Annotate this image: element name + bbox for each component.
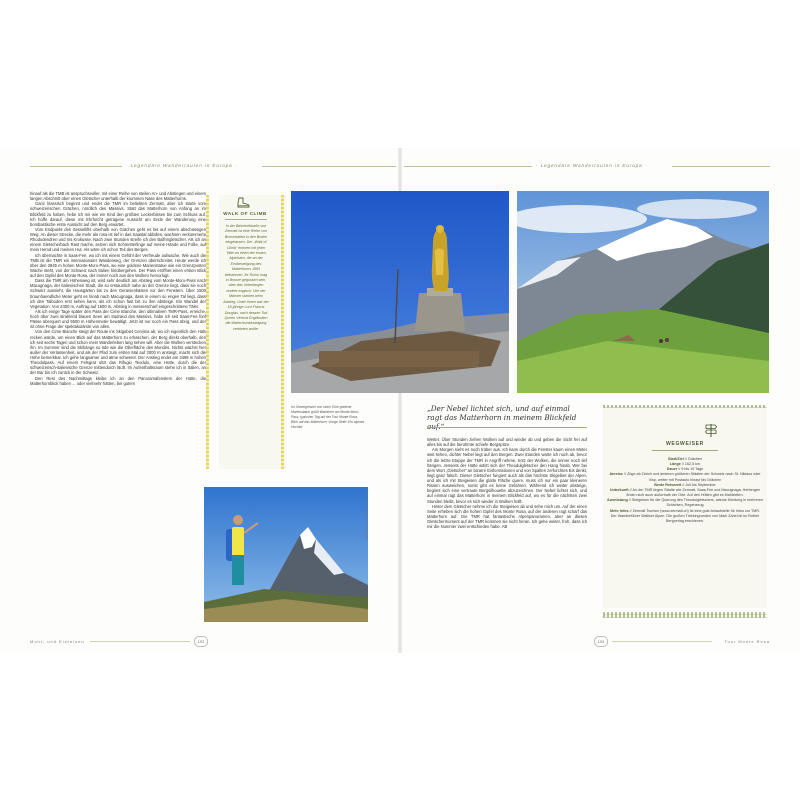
running-head-rule-right (404, 166, 532, 167)
info-item-value: // 9 bis 10 Tage (678, 467, 704, 472)
info-item (607, 509, 763, 524)
footer-section-label-right: Tour Monte Rosa (724, 639, 770, 644)
info-item-value: // An der TMR liegen Städte wie Zermatt, Saas-Fee und Macugnaga, Herbergen finden sich auch außerhalb der Orte. Auf den Hütten gibt es Mahlzeiten. (626, 487, 761, 498)
info-item-value: // 162,5 km (681, 462, 701, 467)
photo-caption: Im Uhrzeigersinn von oben: Eine goldene Marienstatue grüßt Wanderer am Monte-Moro-Pass; typischer Tag auf der Tour Monte Rosa; Blick auf das Matterhorn; Vorige Seite: Ein alpines Hochtal (291, 405, 365, 429)
page-number-left: 192 (194, 636, 208, 647)
info-item-label: Anreise (609, 472, 623, 477)
paragraph: Den Rest des Nachmittags kleibe ich an den Panoramafenstern der Hütte, die Matterhornblick haben ... oder vielmehr hätten, bei gutem (30, 375, 206, 386)
info-item-label: Dauer (666, 467, 678, 472)
info-item-value: // Grächen (684, 457, 703, 461)
paragraph: Vom Endpunkt des Sessellifts oberhalb von Grächen geht es bis auf einem abschüssigen Weg. An dieser Strecke, die mehr als rosa ist tief in das Saastal abfallen, wachsen verkümmerte Rhododendren und Iris Krokusse. Nach zwei Stunden streife ich den Balfringletscher. Als ich an einem Gletscherbach Rast mache, setzen sich Schmetterlinge auf meine Hände und Füße, auf mein Hemd und meinen Hut. Als wäre ich schon Teil des Berges. (30, 226, 206, 253)
signpost-icon (705, 423, 717, 437)
info-item-label: Ausrüstung (607, 498, 628, 503)
paragraph: Wetter. Über Stunden ziehen Wolken auf und wieder ab und geben die Sicht frei auf alles bis auf die berühmte schiefe Bergspitze. (427, 437, 587, 448)
info-box-title: WEGWEISER (666, 441, 704, 447)
paragraph: Hinter dem Gletscher nehme ich die Steigeisen ab und sehe mich um. Auf der einen Seite erheben sich die hohen Gipfel des Monte Rosa, auf der anderen ragt scharf das Matterhorn auf. Die TMR hat fantastische Alpenpanoramen, aber an diesen Gletschermoment auf der TMR kommen sie nicht heran. Ich gehe weiter, froh, dass ich mir die Nummer zwei entschieden habe. AB (427, 503, 587, 530)
info-box-rule (652, 450, 718, 451)
paragraph: Als ich einige Tage später den Pass der Cime Bianche, den ultimativen TMR-Pass, erreiche, hoch über zwei strahlend blauen Seen am Südrand des Massivs, habe ich seit Saas-Fee fünf Pässe überquert und 5500 m Höhenmeter bewältigt. Jetzt ist nur noch ein Pass übrig, und der ist ohne Frage der spektakulärste von allen. (30, 308, 206, 330)
info-item-label: Mehr Infos (609, 508, 629, 513)
info-item-label: Unterkunft (609, 487, 629, 492)
info-box-border-bottom (603, 612, 767, 618)
sidebar-border-left (206, 195, 209, 469)
info-item-value: // Zermatt Tourism (www.zermatt.ch) ist eine gute Anlaufstelle für Infos zur TMR. Der Wanderführer Walliser Alpen. Die großen Trekkingrunden von Mark Zahel ist im Rother Bergverlag erschienen. (610, 508, 761, 523)
pull-quote-rule (427, 427, 587, 428)
right-text-column (427, 437, 587, 625)
info-item-value: // Züge ab Zürich und anderen größeren Städten der Schweiz nach St. Niklaus oder Visp, weiter mit Postauto hinauf bis Grächen (624, 472, 761, 482)
sidebar-rule (225, 219, 267, 220)
photo-credit: © Carsten Rose / Shutterstock; Florian Müller (365, 488, 368, 541)
running-head-right: · Legendäre Wanderrouten in Europa · (536, 163, 648, 168)
info-item-label: Länge (669, 462, 681, 467)
info-item-value: // Juli bis September (682, 482, 716, 487)
footer-section-label-left: Mont- und Eisreisen (30, 639, 85, 644)
running-head-left: · Legendäre Wanderrouten in Europa · (126, 163, 238, 168)
paragraph: hinauf als die TMB ist anspruchsvoller, mit einer Reihe von steilen An- und Abstiegen und einem langen Abschnitt über einen Gletscher unterhalb der krummen Nase des Matterhorns. (30, 191, 206, 202)
info-item (607, 472, 763, 482)
paragraph: Ich übernachte in Saas-Fee, wo ich mit einem Gefühl der Verfreude aufwache. Wie auch die TMB ist die TMR ein internationaler Wanderweg, der Grenzen überschreitet. Heute werde ich über den 2845 m hohen Monte-Moro-Pass, wo eine goldene Marienstatue wie ein Grenzposten Wache steht, von der Schweiz nach Italien hinübergehen. Der Pass eröffnet einen ersten Blick auf den Gipfel des Monte Rosa, der immer noch aus den Wolken hervorlugt. (30, 252, 206, 278)
photo-hiker-matterhorn (204, 487, 368, 622)
footer-rule-right (612, 641, 712, 642)
photo-madonna-statue (291, 191, 509, 393)
info-item (607, 498, 763, 508)
running-head-rule-left-2 (262, 166, 396, 167)
sidebar-border-right (281, 195, 284, 469)
paragraph: Am Morgen sieht es noch trüber aus. Ich kann durch die Fenster kaum einen Meter weit sehen, dichter Nebel liegt auf den Bergen. Zwei Stunden warte ich noch ab, bevor ich die letzte Etappe der TMR in Angriff nehme, trotz der Wolken, die immer noch tief hängen. Jenseits der Hütte wälzt sich der Theodulgletscher den Hang hinab. Wer bei dem Wort „Gletscher“ an bizarre Eisformationen und von Spalten zerfurchtes Eis denkt, liegt ganz falsch. Dieser Gletscher fungiert auch als das höchste Skigebiet der Alpen, und als ich mit Steigeisen die glatte Fläche quere, muss ich nur ein paar kleineren Rissen ausweichen, sonst gibt es keine Gefahren. Während ich weiter absteige, beginnt sich eine vertraute Bergsilhouette abzuzeichnen. Der Nebel lichtet sich, und auf einmal ragt das Matterhorn in meinem Blickfeld auf, wo es für die nächsten zwei Stunden bleibt, bevor es sich wieder in Wolken hüllt. (427, 447, 587, 504)
sidebar-text: In der Bahnhofstraße von Zermatt ist eine Reihe von Bronzetafeln in den Boden eingelassen. Der „Walk of Climb“ erinnert mit jeder Tafel an einen der ersten Alpinisten, die an der Erstbesteigung des Matterhorns 1865 teilnahmen. Ihr Ruhm mag in Bronze gegossen sein, aber das Unterfangen endete tragisch: Vier der Männer starben beim Abstieg. Unter ihnen war der 18-jährige Lord Francis Douglas, nach dessen Tod Queen Victoria Engländern die Matterhornbesteigung verbieten wollte. (223, 224, 269, 331)
boot-icon (236, 197, 250, 208)
left-text-column (30, 191, 206, 623)
info-item-label: Beste Reisezeit (654, 482, 682, 487)
info-item (607, 488, 763, 498)
paragraph: Ganz klassisch beginnt und endet die TMR im beliebten Zermatt, aber ich starte vom schweizerischen Grächen, nördlich des Massivs. Statt das Matterhorn von Anfang an im Blickfeld zu haben, hebe ich mir wie ein Kind den größten Leckerbissen bis zum Schluss auf. Ich hoffe darauf, diese mit Ehrfurcht getragene Aussicht am Ende der Wanderung eine bombastische erste Aussicht auf den Berg erwartet. (30, 201, 206, 227)
running-head-rule-right-2 (672, 166, 770, 167)
running-head-rule-left (30, 166, 122, 167)
footer-rule-left (90, 641, 190, 642)
pull-quote: „Der Nebel lichtet sich, und auf einmal ragt das Matterhorn in meinem Blickfeld auf.“ (427, 404, 577, 432)
paragraph: Dass die TMR am Höhenweg ist, wird sehr deutlich am Abstieg vom Monte-Moro-Pass nach Macugnaga, der italienischen Stadt, die so erstaunlich nahe an der Grenze liegt, dass sie noch Schweiz aussieht, die Hausgärten bis zu den Geranienkästen vor den Fenstern. Über 1500 braunhaendliche Meter geht es hinab nach Macugnaga, dass in einem so engen Tal liegt, dass ich den Talboden erst sehen kann, als ich schon fast bis zu ihm absteige. Ein Wandel der Vegetation: Von 2300 m, Auftrag auf 1500 m, Abstieg in messerscharf eingeschnittene Täler. (30, 278, 206, 309)
info-item-label: Start/Ziel (667, 457, 684, 461)
photo-mountain-panorama (517, 191, 769, 393)
paragraph: Von den Cime Bianche steigt der Route ins Skigebiet Cervinia ab, wo ich eigentlich den Hals recken würde, um einen Blick auf das Matterhorn zu erhaschen, der Berg direkt oberhalb, den ich seit sechs Tagen und schon mein Wanderleben lang sehen will. Aber die Wolken verstecken ihn. Im Sommer sind die Skihänge so öde wie die Oberfläche des Mondes. Nichts wächst hier außer der Verlassenheit, und als der Pfad zum ersten Mal auf 3000 m ansteigt, macht sich die Höhe bemerkbar. Ich gehe langsamer und atme schwerer. Der Anstieg endet am 3496 m hohen Theodulpass. Auf einem Felsgrat sitzt das Rifugio Teodulo, eine Hütte, durch die der schweizerisch-italienische Grenze mittendurch läuft. Im Aufenthaltsraum stehe ich in Italien, an der Bar bin ich zurück in der Schweiz. (30, 329, 206, 376)
sidebar-title: WALK OF CLIMB (223, 211, 267, 216)
info-box-body (607, 457, 763, 524)
info-item-value: // Steigeisen für die Querung des Theodulgletschers, warme Kleidung in mehreren Schichten, Regenzeug (628, 498, 763, 508)
page-number-right: 193 (594, 636, 608, 647)
